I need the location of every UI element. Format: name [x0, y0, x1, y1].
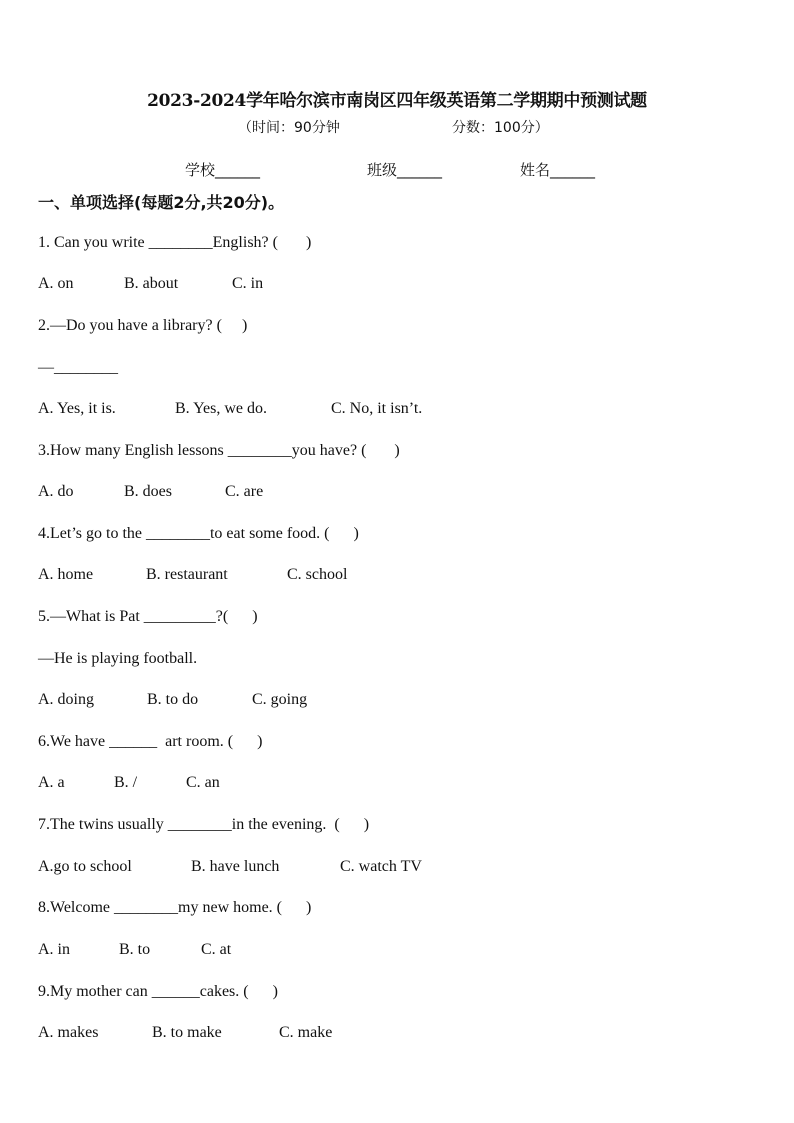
question-2-answer-line: —________	[38, 359, 118, 376]
section-heading: 一、单项选择(每题2分,共20分)。	[38, 193, 285, 212]
question-7-option-a: A.go to school	[38, 858, 132, 875]
question-1-option-b: B. about	[124, 275, 179, 292]
question-5-stem: 5.—What is Pat _________?( )	[38, 608, 258, 625]
question-2-option-a: A. Yes, it is.	[38, 400, 116, 417]
question-8-option-b: B. to	[119, 941, 151, 958]
exam-score: 分数：100分）	[452, 120, 549, 136]
question-5-option-a: A. doing	[38, 691, 94, 708]
question-8-stem: 8.Welcome ________my new home. ( )	[38, 899, 312, 916]
question-1-option-a: A. on	[38, 275, 74, 292]
question-8-option-a: A. in	[38, 941, 70, 958]
question-7-stem: 7.The twins usually ________in the evening. ( )	[38, 816, 370, 833]
question-6-option-c: C. an	[186, 774, 220, 791]
question-5-reply: —He is playing football.	[38, 650, 198, 667]
question-2-option-b: B. Yes, we do.	[175, 400, 268, 417]
question-3-option-c: C. are	[225, 483, 264, 500]
class-field: 班级______	[367, 161, 443, 179]
question-7-option-c: C. watch TV	[340, 858, 422, 875]
question-2-stem: 2.—Do you have a library? ( )	[38, 317, 248, 334]
question-3-option-a: A. do	[38, 483, 74, 500]
question-9-option-b: B. to make	[152, 1024, 222, 1041]
question-8-option-c: C. at	[201, 941, 232, 958]
question-6-stem: 6.We have ______ art room. ( )	[38, 733, 263, 750]
question-9-stem: 9.My mother can ______cakes. ( )	[38, 983, 278, 1000]
question-5-option-b: B. to do	[147, 691, 199, 708]
question-1-stem: 1. Can you write ________English? ( )	[38, 234, 312, 251]
school-field: 学校______	[185, 161, 261, 179]
question-2-option-c: C. No, it isn’t.	[331, 400, 423, 417]
question-9-option-a: A. makes	[38, 1024, 99, 1041]
question-4-option-b: B. restaurant	[146, 566, 228, 583]
question-5-option-c: C. going	[252, 691, 308, 708]
question-1-option-c: C. in	[232, 275, 264, 292]
question-6-option-a: A. a	[38, 774, 65, 791]
question-4-option-c: C. school	[287, 566, 348, 583]
question-9-option-c: C. make	[279, 1024, 333, 1041]
question-7-option-b: B. have lunch	[191, 858, 280, 875]
question-4-option-a: A. home	[38, 566, 94, 583]
name-field: 姓名______	[520, 161, 596, 179]
question-3-option-b: B. does	[124, 483, 172, 500]
question-6-option-b: B. /	[114, 774, 138, 791]
exam-title: 2023-2024学年哈尔滨市南岗区四年级英语第二学期期中预测试题	[147, 91, 647, 111]
question-4-stem: 4.Let’s go to the ________to eat some food. ( )	[38, 525, 359, 542]
exam-time: （时间：90分钟	[238, 120, 340, 136]
question-3-stem: 3.How many English lessons ________you have? ( )	[38, 442, 400, 459]
